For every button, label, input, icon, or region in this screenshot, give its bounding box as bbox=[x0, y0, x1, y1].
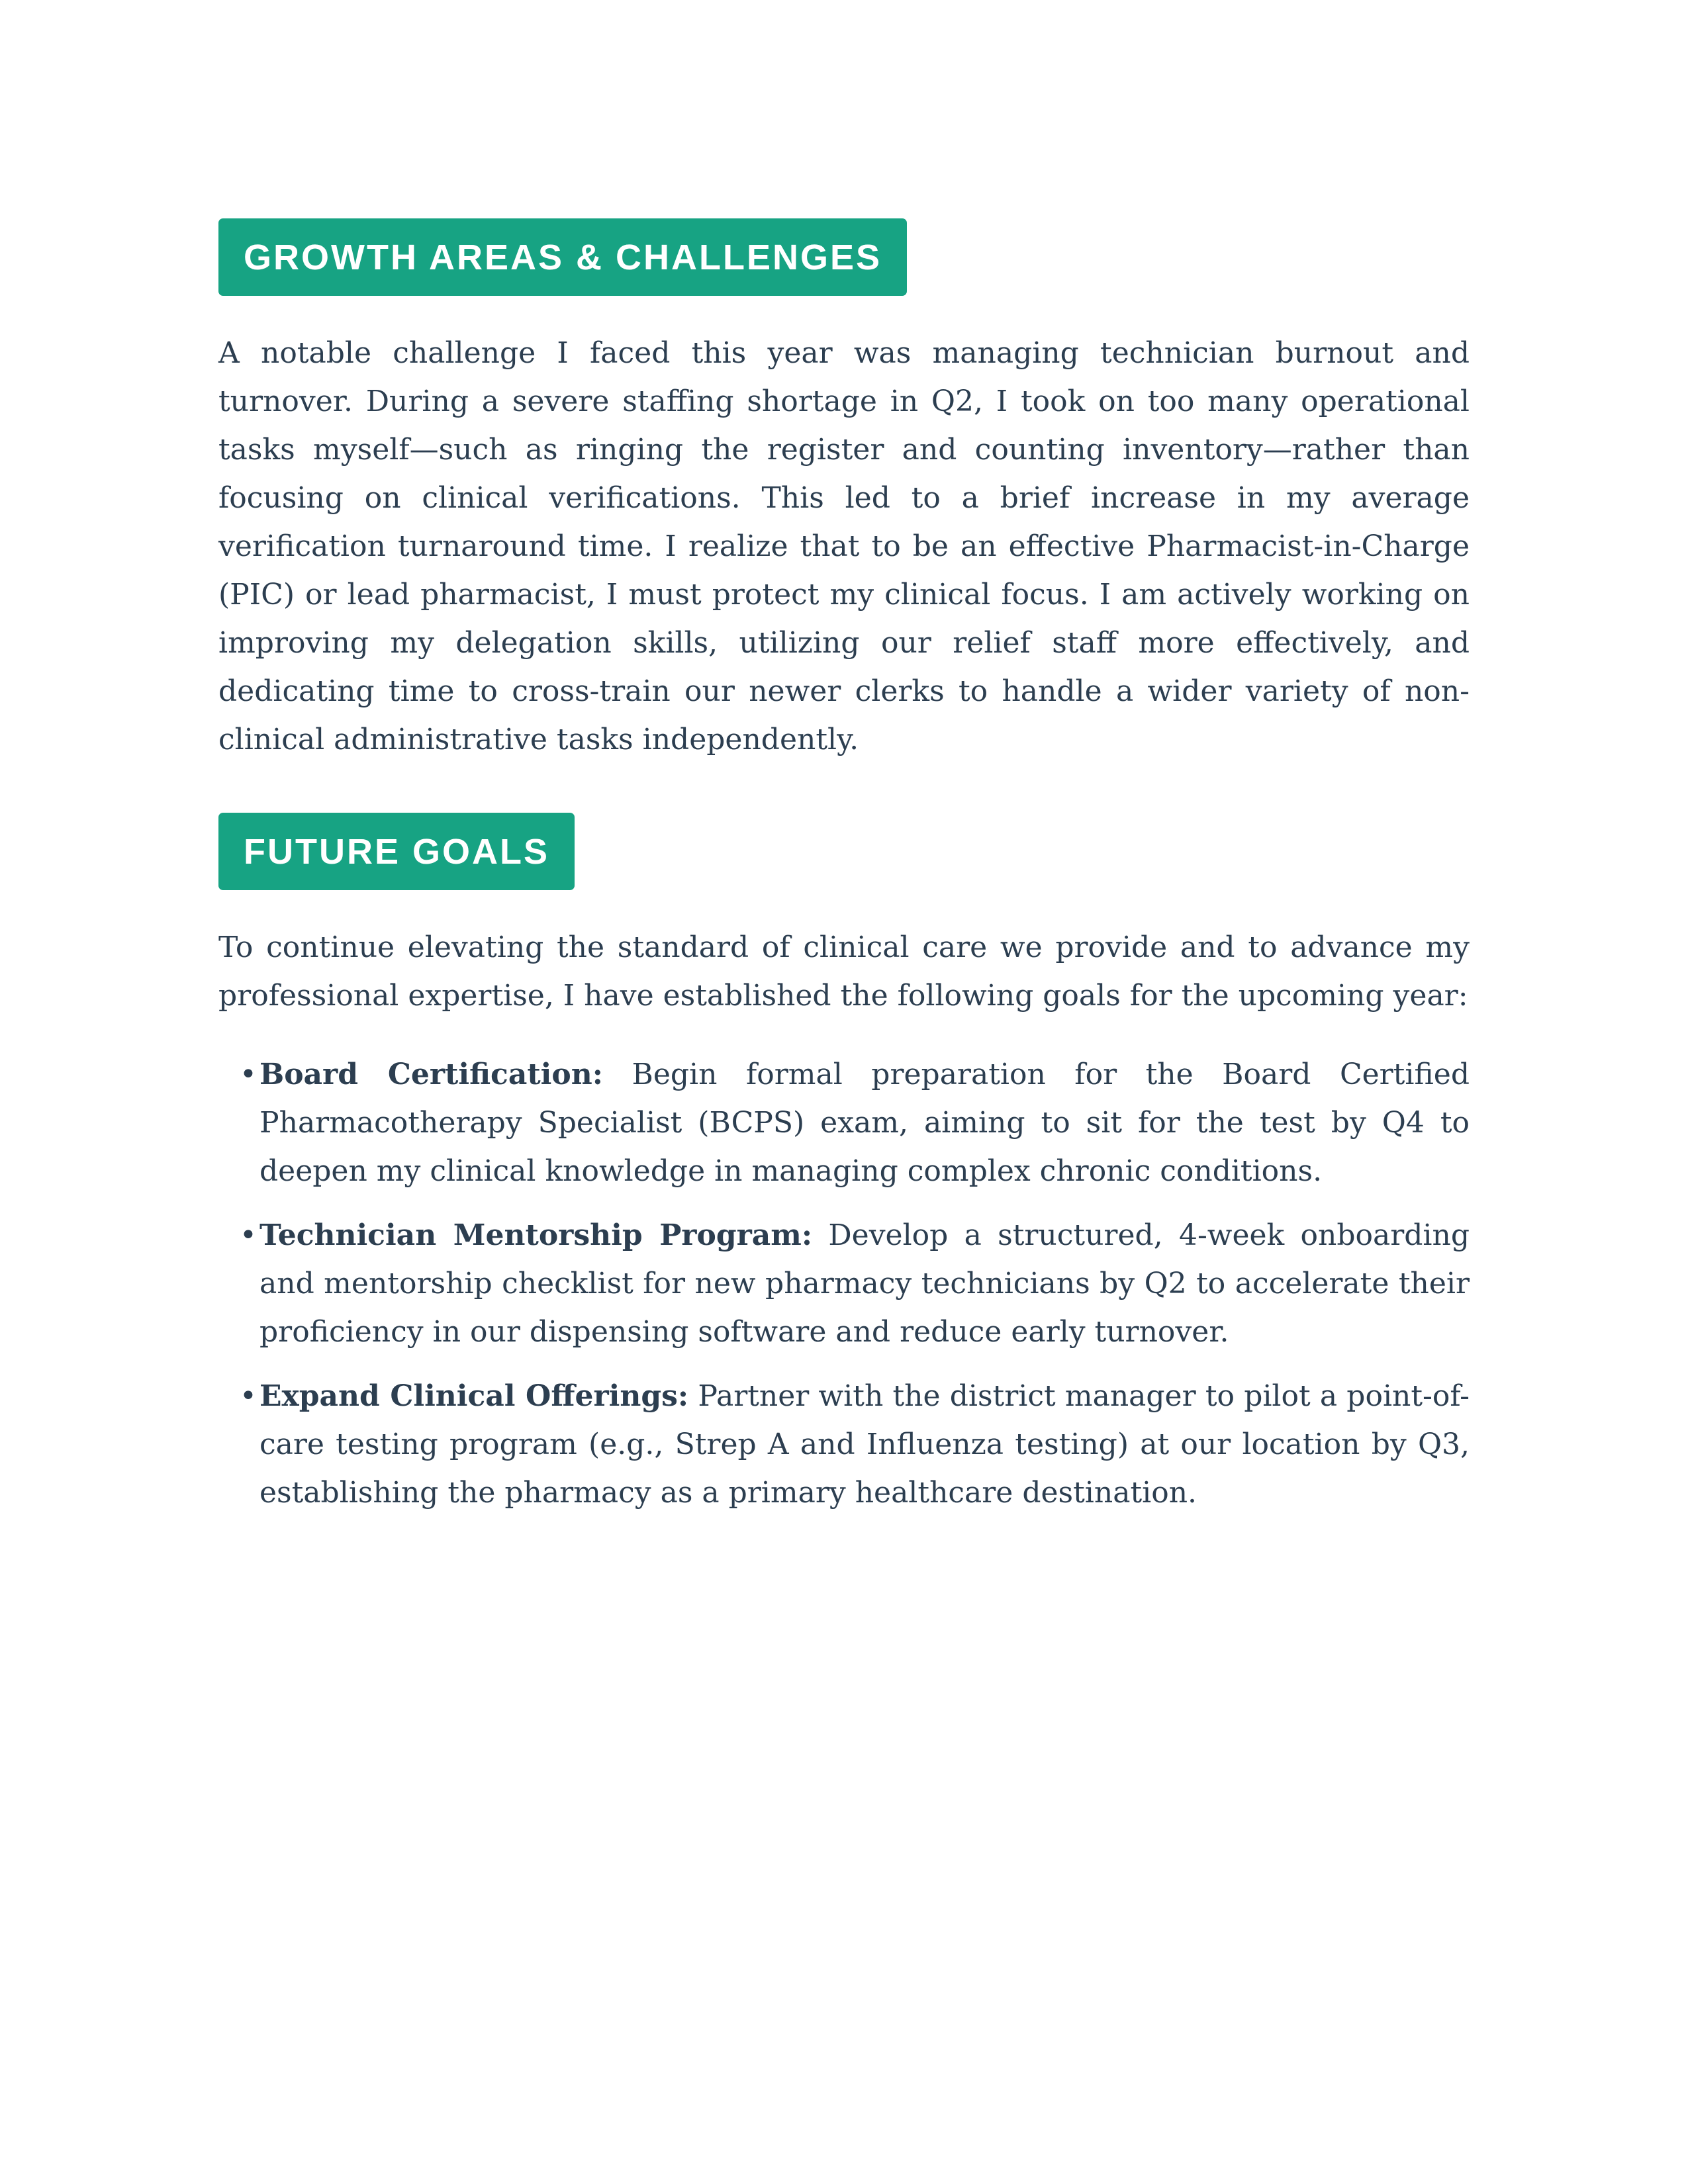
growth-section-heading: GROWTH AREAS & CHALLENGES bbox=[218, 218, 907, 296]
goal-item-technician-mentorship bbox=[218, 1211, 1470, 1356]
goal-text: Develop a structured, 4-week onboarding and mentorship checklist for new pharmacy technicians by Q2 to accelerate their proficiency in our dispensing software and reduce early turnover. bbox=[259, 1218, 1470, 1349]
goals-section-heading: FUTURE GOALS bbox=[218, 813, 575, 890]
goals-section bbox=[218, 813, 1470, 1517]
goal-item-board-certification bbox=[218, 1050, 1470, 1195]
goal-text: Partner with the district manager to pilot a point-of-care testing program (e.g., Strep A and Influenza testing) at our location by Q3, establishing the pharmacy as a primary healthcare destination. bbox=[259, 1379, 1470, 1510]
bullet-icon: • bbox=[240, 1379, 257, 1413]
growth-section bbox=[218, 218, 1470, 764]
goals-list bbox=[218, 1050, 1470, 1517]
bullet-icon: • bbox=[240, 1218, 257, 1252]
bullet-icon: • bbox=[240, 1058, 257, 1091]
document-page bbox=[218, 218, 1470, 1533]
goals-intro-paragraph: To continue elevating the standard of clinical care we provide and to advance my professional expertise, I have established the following goals for the upcoming year: bbox=[218, 931, 1470, 1013]
goal-label: Technician Mentorship Program: bbox=[259, 1218, 813, 1252]
goal-label: Expand Clinical Offerings: bbox=[259, 1379, 689, 1413]
goal-text: Begin formal preparation for the Board Certified Pharmacotherapy Specialist (BCPS) exam, aiming to sit for the test by Q4 to deepen my clinical knowledge in managing complex chronic conditions. bbox=[259, 1058, 1470, 1188]
goal-item-clinical-offerings bbox=[218, 1372, 1470, 1517]
goal-label: Board Certification: bbox=[259, 1058, 603, 1091]
growth-paragraph: A notable challenge I faced this year was managing technician burnout and turnover. During a severe staffing shortage in Q2, I took on too many operational tasks myself—such as ringing the register and counting inventory—rather than focusing on clinical verifications. This led to a brief increase in my average verification turnaround time. I realize that to be an effective Pharmacist-in-Charge (PIC) or lead pharmacist, I must protect my clinical focus. I am actively working on improving my delegation skills, utilizing our relief staff more effectively, and dedicating time to cross-train our newer clerks to handle a wider variety of non-clinical administrative tasks independently. bbox=[218, 336, 1470, 756]
